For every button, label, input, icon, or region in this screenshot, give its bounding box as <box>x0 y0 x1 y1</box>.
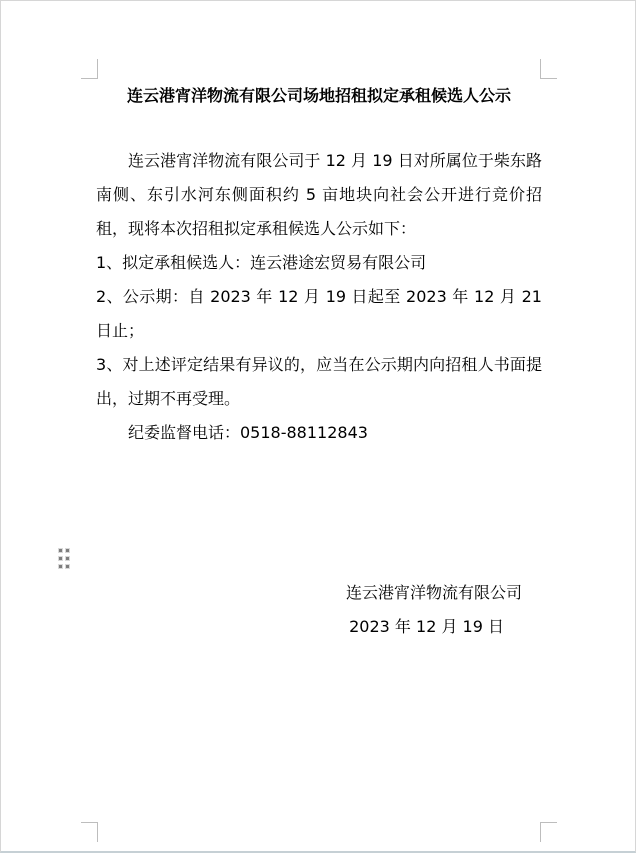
supervision-phone-line: 纪委监督电话：0518-88112843 <box>128 423 368 442</box>
document-title: 连云港宵洋物流有限公司场地招租拟定承租候选人公示 <box>126 86 511 105</box>
margin-corner-mark-bottom-right <box>540 822 557 842</box>
margin-corner-mark-top-left <box>81 59 98 79</box>
drag-handle-dots-icon[interactable] <box>59 549 69 568</box>
list-item-3: 3、对上述评定结果有异议的，应当在公示期内向招租人书面提出，过期不再受理。 <box>96 355 542 408</box>
document-body <box>96 144 542 450</box>
signature-company: 连云港宵洋物流有限公司 <box>345 583 522 602</box>
margin-corner-mark-top-right <box>540 59 557 79</box>
intro-paragraph: 连云港宵洋物流有限公司于 12 月 19 日对所属位于柴东路南侧、东引水河东侧面积约 5 亩地块向社会公开进行竞价招租，现将本次招租拟定承租候选人公示如下： <box>96 151 542 238</box>
signature-date: 2023 年 12 月 19 日 <box>349 617 504 636</box>
signature-block <box>96 576 542 644</box>
list-item-2: 2、公示期：自 2023 年 12 月 19 日起至 2023 年 12 月 21 日止； <box>96 287 542 340</box>
list-item-1: 1、拟定承租候选人：连云港途宏贸易有限公司 <box>96 253 427 272</box>
margin-corner-mark-bottom-left <box>81 822 98 842</box>
